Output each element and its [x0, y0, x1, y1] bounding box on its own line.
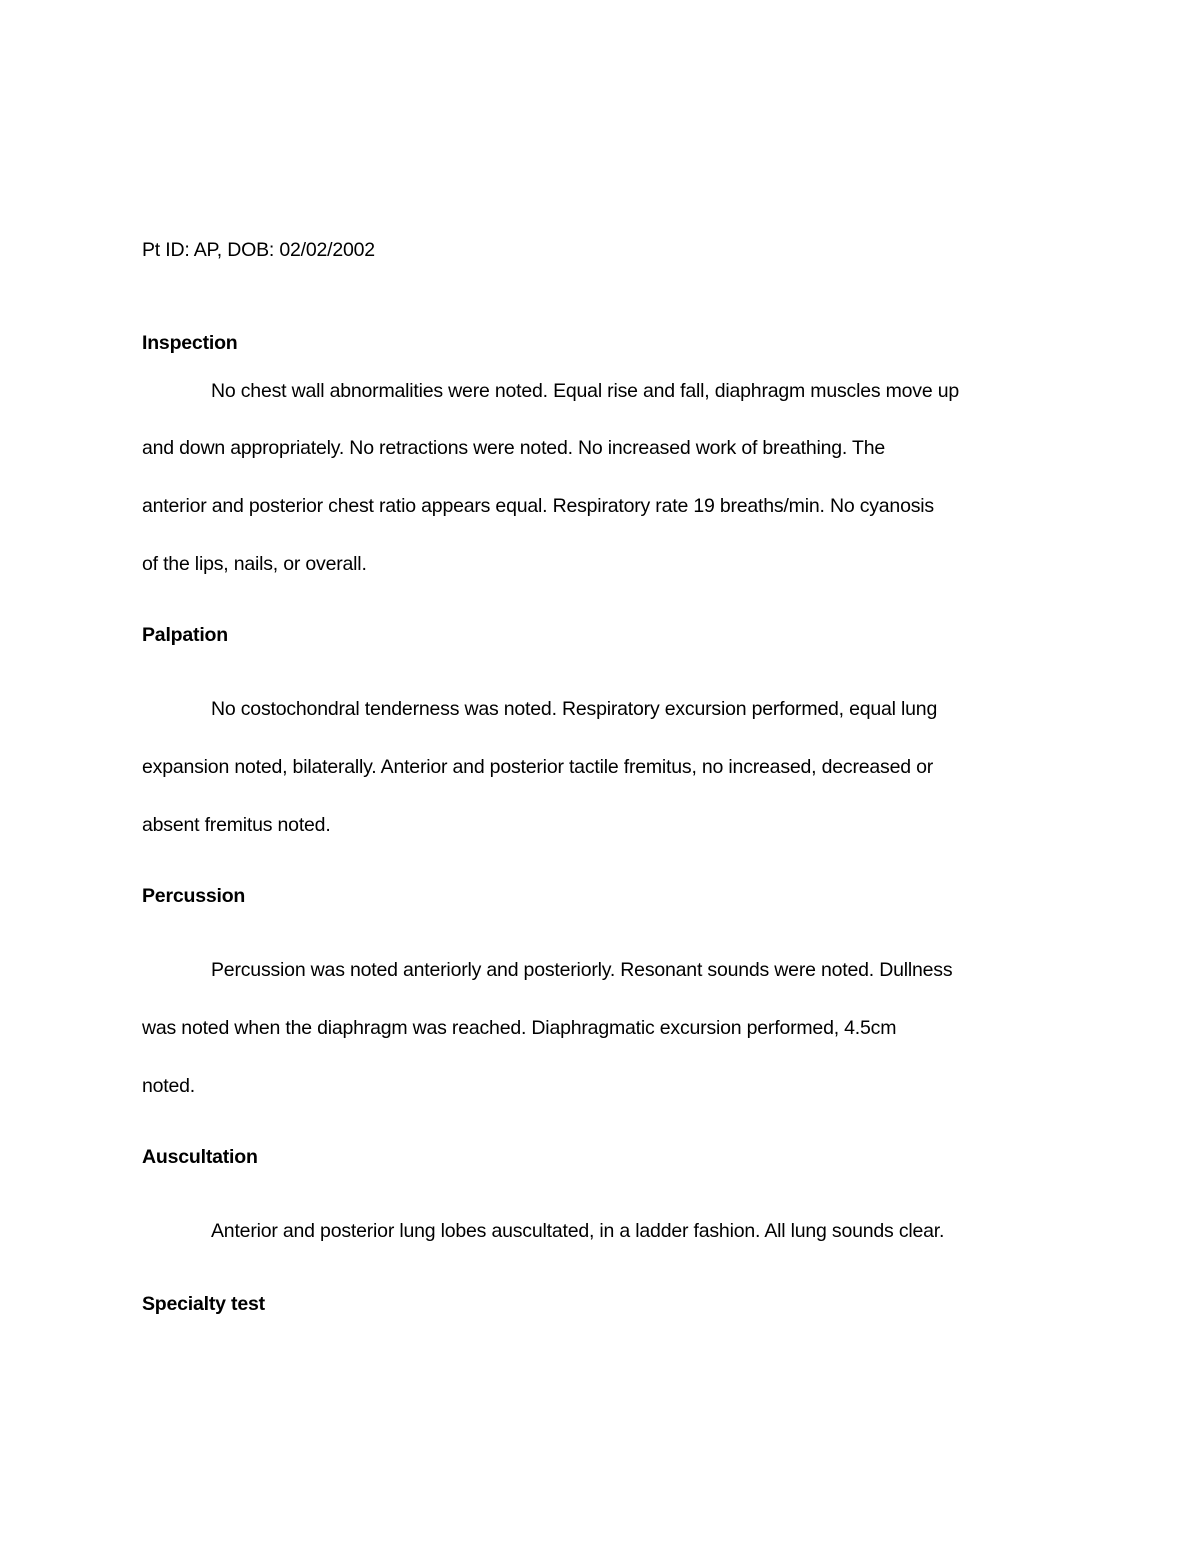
paragraph-line: Percussion was noted anteriorly and posteriorly. Resonant sounds were noted. Dullness — [211, 959, 953, 981]
section-heading-specialty-test: Specialty test — [142, 1293, 265, 1315]
paragraph-line: expansion noted, bilaterally. Anterior and posterior tactile fremitus, no increased, decreased or — [142, 756, 934, 778]
paragraph-line: was noted when the diaphragm was reached. Diaphragmatic excursion performed, 4.5cm — [142, 1017, 897, 1039]
section-heading-inspection: Inspection — [142, 332, 238, 354]
section-heading-palpation: Palpation — [142, 624, 228, 646]
paragraph-line: No costochondral tenderness was noted. Respiratory excursion performed, equal lung — [211, 698, 938, 720]
patient-id-line: Pt ID: AP, DOB: 02/02/2002 — [142, 239, 375, 261]
paragraph-line: of the lips, nails, or overall. — [142, 553, 367, 575]
paragraph-line: noted. — [142, 1075, 196, 1097]
paragraph-line: anterior and posterior chest ratio appears equal. Respiratory rate 19 breaths/min. No cyanosis — [142, 495, 934, 517]
paragraph-line: Anterior and posterior lung lobes auscultated, in a ladder fashion. All lung sounds clear. — [211, 1220, 945, 1242]
section-heading-percussion: Percussion — [142, 885, 246, 907]
paragraph-line: No chest wall abnormalities were noted. Equal rise and fall, diaphragm muscles move up — [211, 380, 960, 402]
paragraph-line: and down appropriately. No retractions were noted. No increased work of breathing. The — [142, 437, 886, 459]
paragraph-line: absent fremitus noted. — [142, 814, 331, 836]
section-heading-auscultation: Auscultation — [142, 1146, 258, 1168]
